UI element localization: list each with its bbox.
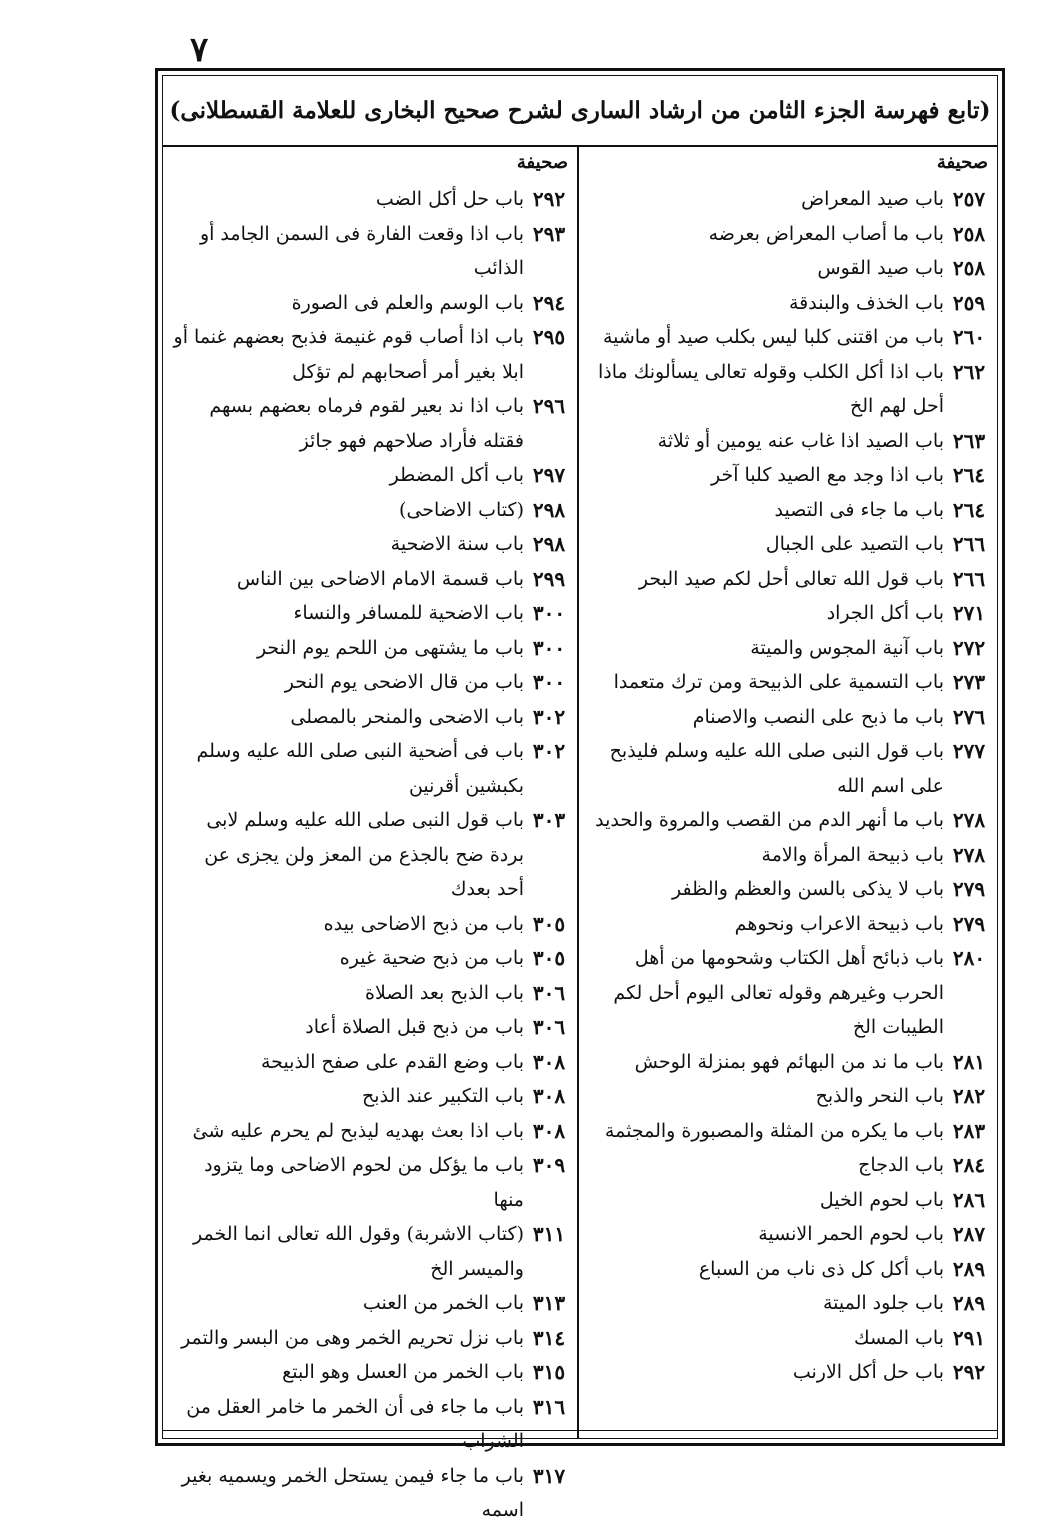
entry-title: باب حل أكل الضب — [375, 188, 524, 210]
entry-title: باب ما ذبح على النصب والاصنام — [692, 705, 944, 728]
index-entry — [582, 424, 994, 459]
index-entry — [166, 1045, 574, 1080]
index-entry — [582, 562, 994, 597]
entry-title: باب الذبح بعد الصلاة — [365, 981, 524, 1004]
index-entry — [582, 1217, 994, 1252]
entry-title: باب قسمة الامام الاضاحى بين الناس — [236, 567, 524, 590]
entry-title: باب الصيد اذا غاب عنه يومين أو ثلاثة — [657, 429, 944, 452]
entry-title: باب لا يذكى بالسن والعظم والظفر — [672, 878, 944, 900]
index-entry — [166, 1217, 574, 1286]
entry-title: باب أكل كل ذى ناب من السباع — [698, 1257, 944, 1280]
entry-page-number: ٣١٤ — [532, 1325, 566, 1350]
entry-page-number: ٢٧٩ — [952, 877, 986, 901]
entry-page-number: ٢٦٤ — [952, 497, 986, 522]
index-entry — [582, 493, 994, 528]
entry-title: باب التسمية على الذبيحة ومن ترك متعمدا — [613, 671, 944, 693]
entry-page-number: ٢٥٨ — [952, 221, 986, 246]
index-entry — [166, 976, 574, 1011]
entry-page-number: ٢٧٩ — [952, 911, 986, 936]
entry-page-number: ٢٧١ — [952, 601, 986, 625]
entry-page-number: ٢٧٨ — [952, 808, 986, 832]
index-entry — [582, 286, 994, 321]
entry-page-number: ٣٠٩ — [532, 1153, 566, 1177]
entry-title: باب سنة الاضحية — [390, 533, 524, 555]
entry-page-number: ٣٠٨ — [532, 1049, 566, 1074]
entry-page-number: ٣٠٦ — [532, 1015, 566, 1039]
index-entry — [166, 665, 574, 700]
index-entry — [582, 700, 994, 735]
index-entry — [582, 941, 994, 1045]
index-entry — [582, 1321, 994, 1356]
entry-page-number: ٢٥٩ — [952, 290, 986, 315]
index-entry — [582, 1286, 994, 1321]
bottom-rule — [162, 1430, 998, 1431]
index-entry — [582, 1183, 994, 1218]
index-entry — [582, 1114, 994, 1149]
entry-page-number: ٢٧٨ — [952, 842, 986, 867]
entry-title: باب التكبير عند الذبح — [362, 1085, 524, 1107]
index-entry — [166, 907, 574, 942]
entry-page-number: ٣٠٨ — [532, 1118, 566, 1143]
left-entries — [166, 182, 574, 1528]
entry-page-number: ٢٥٨ — [952, 256, 986, 280]
entry-page-number: ٢٩٨ — [532, 497, 566, 522]
index-entry — [166, 1355, 574, 1390]
entry-title: باب ما جاء فى أن الخمر ما خامر العقل من الشراب — [186, 1395, 524, 1452]
entry-page-number: ٢٨٢ — [952, 1084, 986, 1108]
index-entry — [166, 1390, 574, 1459]
entry-page-number: ٢٩١ — [952, 1325, 986, 1350]
entry-title: باب نزل تحريم الخمر وهى من البسر والتمر — [181, 1326, 524, 1349]
entry-title: باب أكل المضطر — [389, 464, 524, 486]
entry-title: باب ما ند من البهائم فهو بمنزلة الوحش — [634, 1050, 944, 1073]
index-entry — [582, 182, 994, 217]
index-entry — [166, 562, 574, 597]
index-entry — [582, 1355, 994, 1390]
entry-title: باب قول النبى صلى الله عليه وسلم فليذبح على اسم الله — [609, 740, 944, 797]
index-entry — [166, 458, 574, 493]
index-entry — [166, 1459, 574, 1528]
column-divider — [577, 147, 579, 1439]
entry-page-number: ٢٦٢ — [952, 359, 986, 384]
entry-title: باب اذا وقعت الفارة فى السمن الجامد أو الذائب — [199, 222, 524, 279]
entry-title: باب لحوم الحمر الانسية — [758, 1223, 944, 1245]
entry-page-number: ٣٠٢ — [532, 704, 566, 729]
index-entry — [582, 527, 994, 562]
entry-page-number: ٢٨٠ — [952, 946, 986, 970]
entry-title: باب من اقتنى كلبا ليس بكلب صيد أو ماشية — [602, 326, 944, 348]
index-entry — [166, 182, 574, 217]
entry-title: باب قول النبى صلى الله عليه وسلم لابى بردة ضح بالجذع من المعز ولن يجزى عن أحد بعدك — [204, 809, 524, 900]
entry-page-number: ٢٩٦ — [532, 394, 566, 418]
left-column — [166, 152, 574, 1521]
entry-page-number: ٢٧٣ — [952, 670, 986, 694]
entry-title: باب ما جاء فى التصيد — [774, 498, 944, 521]
index-entry — [166, 1114, 574, 1149]
entry-title: باب النحر والذبح — [815, 1085, 944, 1107]
entry-page-number: ٢٧٢ — [952, 635, 986, 660]
entry-title: باب الخمر من العسل وهو البتع — [282, 1361, 524, 1383]
entry-page-number: ٢٨٤ — [952, 1153, 986, 1177]
entry-title: باب اذا أكل الكلب وقوله تعالى يسألونك ماذا أحل لهم الخ — [597, 360, 944, 417]
entry-title: باب صيد المعراض — [801, 188, 944, 210]
index-entry — [166, 596, 574, 631]
entry-page-number: ٢٨٣ — [952, 1118, 986, 1143]
left-column-header: صحيفة — [516, 152, 568, 173]
entry-title: باب ما يشتهى من اللحم يوم النحر — [256, 636, 524, 659]
index-entry — [166, 320, 574, 389]
entry-title: باب ما أنهر الدم من القصب والمروة والحديد — [595, 809, 944, 831]
entry-title: باب قول الله تعالى أحل لكم صيد البحر — [638, 567, 944, 590]
entry-page-number: ٢٦٣ — [952, 428, 986, 453]
right-column-header: صحيفة — [936, 152, 988, 173]
right-column — [582, 152, 994, 1432]
entry-title: باب اذا أصاب قوم غنيمة فذبح بعضهم غنما أو ابلا بغير أمر أصحابهم لم تؤكل — [173, 326, 524, 383]
entry-title: باب وضع القدم على صفح الذبيحة — [261, 1050, 524, 1073]
index-entry — [582, 458, 994, 493]
entry-title: باب ما جاء فيمن يستحل الخمر ويسميه بغير اسمه — [181, 1464, 524, 1521]
entry-page-number: ٣٠٠ — [532, 670, 566, 694]
entry-page-number: ٣٠٣ — [532, 808, 566, 832]
index-entry — [166, 1286, 574, 1321]
index-entry — [582, 320, 994, 355]
entry-page-number: ٢٩٩ — [532, 566, 566, 591]
index-entry — [582, 803, 994, 838]
index-entry — [166, 734, 574, 803]
index-entry — [166, 493, 574, 528]
index-entry — [582, 1252, 994, 1287]
entry-title: باب ما يكره من المثلة والمصبورة والمجثمة — [604, 1119, 944, 1142]
entry-page-number: ٢٩٧ — [532, 463, 566, 487]
entry-title: باب اذا ند بعير لقوم فرماه بعضهم بسهم فقتله فأراد صلاحهم فهو جائز — [209, 395, 524, 452]
entry-page-number: ٣٠٠ — [532, 601, 566, 625]
index-entry — [582, 217, 994, 252]
entry-page-number: ٢٦٠ — [952, 325, 986, 349]
index-entry — [582, 665, 994, 700]
entry-title: باب الدجاج — [858, 1154, 944, 1176]
right-entries — [582, 182, 994, 1390]
entry-title: باب المسك — [853, 1326, 944, 1349]
index-entry — [582, 872, 994, 907]
entry-page-number: ٢٦٦ — [952, 566, 986, 591]
entry-title: باب الوسم والعلم فى الصورة — [291, 291, 524, 314]
entry-title: (كتاب الاشربة) وقول الله تعالى انما الخمر والميسر الخ — [193, 1223, 524, 1280]
index-entry — [582, 596, 994, 631]
index-entry — [166, 1079, 574, 1114]
index-entry — [166, 700, 574, 735]
entry-title: باب فى أضحية النبى صلى الله عليه وسلم بكبشين أقرنين — [196, 740, 524, 797]
entry-page-number: ٢٦٤ — [952, 463, 986, 487]
entry-page-number: ٢٨٩ — [952, 1256, 986, 1281]
entry-page-number: ٢٨٩ — [952, 1291, 986, 1315]
entry-title: باب ما يؤكل من لحوم الاضاحى وما يتزود منها — [204, 1154, 524, 1211]
index-entry — [166, 1321, 574, 1356]
index-entry — [582, 1148, 994, 1183]
entry-title: باب من ذبح الاضاحى بيده — [323, 912, 524, 935]
entry-page-number: ٣١٦ — [532, 1394, 566, 1419]
entry-title: باب ما أصاب المعراض بعرضه — [708, 222, 944, 245]
entry-title: باب الخذف والبندقة — [789, 291, 944, 314]
entry-page-number: ٣١٣ — [532, 1291, 566, 1315]
entry-page-number: ٢٩٥ — [532, 325, 566, 349]
entry-page-number: ٢٨٦ — [952, 1187, 986, 1212]
entry-title: باب ذبائح أهل الكتاب وشحومها من أهل الحرب وغيرهم وقوله تعالى اليوم أحل لكم الطيبات الخ — [613, 947, 944, 1038]
index-entry — [166, 941, 574, 976]
entry-page-number: ٣٠٨ — [532, 1084, 566, 1108]
entry-title: باب الاضحية للمسافر والنساء — [293, 602, 524, 624]
entry-page-number: ٢٥٧ — [952, 187, 986, 211]
index-entry — [166, 286, 574, 321]
entry-title: باب حل أكل الارنب — [792, 1361, 944, 1383]
entry-page-number: ٢٩٨ — [532, 532, 566, 556]
entry-page-number: ٣٠٥ — [532, 946, 566, 970]
entry-page-number: ٢٩٢ — [532, 187, 566, 211]
index-entry — [166, 1148, 574, 1217]
entry-page-number: ٢٧٦ — [952, 704, 986, 729]
entry-page-number: ٣٠٥ — [532, 911, 566, 936]
entry-page-number: ٢٦٦ — [952, 532, 986, 556]
entry-title: باب اذا بعث بهديه ليذبح لم يحرم عليه شئ — [192, 1119, 524, 1142]
index-entry — [582, 838, 994, 873]
entry-title: باب الاضحى والمنحر بالمصلى — [290, 705, 524, 728]
entry-title: باب أكل الجراد — [826, 602, 944, 624]
entry-page-number: ٢٨٧ — [952, 1222, 986, 1246]
entry-title: باب اذا وجد مع الصيد كلبا آخر — [710, 464, 944, 486]
index-entry — [166, 631, 574, 666]
entry-page-number: ٣٠٦ — [532, 980, 566, 1005]
index-entry — [166, 527, 574, 562]
entry-page-number: ٣١١ — [532, 1222, 566, 1246]
entry-page-number: ٣٠٢ — [532, 739, 566, 763]
entry-title: باب آنية المجوس والميتة — [750, 636, 944, 659]
index-entry — [582, 355, 994, 424]
index-entry — [582, 251, 994, 286]
entry-page-number: ٣١٧ — [532, 1463, 566, 1488]
index-entry — [166, 389, 574, 458]
index-entry — [582, 907, 994, 942]
index-entry — [166, 217, 574, 286]
entry-title: باب الخمر من العنب — [362, 1292, 524, 1314]
index-entry — [582, 734, 994, 803]
entry-page-number: ٢٩٣ — [532, 221, 566, 246]
entry-page-number: ٢٨١ — [952, 1049, 986, 1074]
page-number: ٧ — [190, 30, 209, 70]
entry-title: باب من ذبح ضحية غيره — [339, 947, 524, 969]
entry-page-number: ٢٩٤ — [532, 290, 566, 315]
entry-title: باب التصيد على الجبال — [765, 533, 944, 555]
entry-page-number: ٣١٥ — [532, 1360, 566, 1384]
entry-title: باب ذبيحة الاعراب ونحوهم — [734, 912, 944, 935]
entry-title: باب جلود الميتة — [822, 1292, 944, 1314]
entry-title: (كتاب الاضاحى) — [399, 498, 524, 521]
entry-page-number: ٣٠٠ — [532, 635, 566, 660]
entry-title: باب ذبيحة المرأة والامة — [761, 843, 944, 866]
entry-title: باب صيد القوس — [817, 257, 944, 279]
index-entry — [166, 1010, 574, 1045]
index-entry — [582, 1045, 994, 1080]
index-entry — [166, 803, 574, 907]
entry-title: باب من ذبح قبل الصلاة أعاد — [305, 1016, 524, 1038]
entry-title: باب من قال الاضحى يوم النحر — [284, 671, 524, 693]
entry-title: باب لحوم الخيل — [819, 1188, 944, 1211]
index-entry — [582, 1079, 994, 1114]
index-title: (تابع فهرسة الجزء الثامن من ارشاد السارى لشرح صحيح البخارى للعلامة القسطلانى) — [162, 75, 998, 147]
index-entry — [582, 631, 994, 666]
entry-page-number: ٢٩٢ — [952, 1360, 986, 1384]
entry-page-number: ٢٧٧ — [952, 739, 986, 763]
